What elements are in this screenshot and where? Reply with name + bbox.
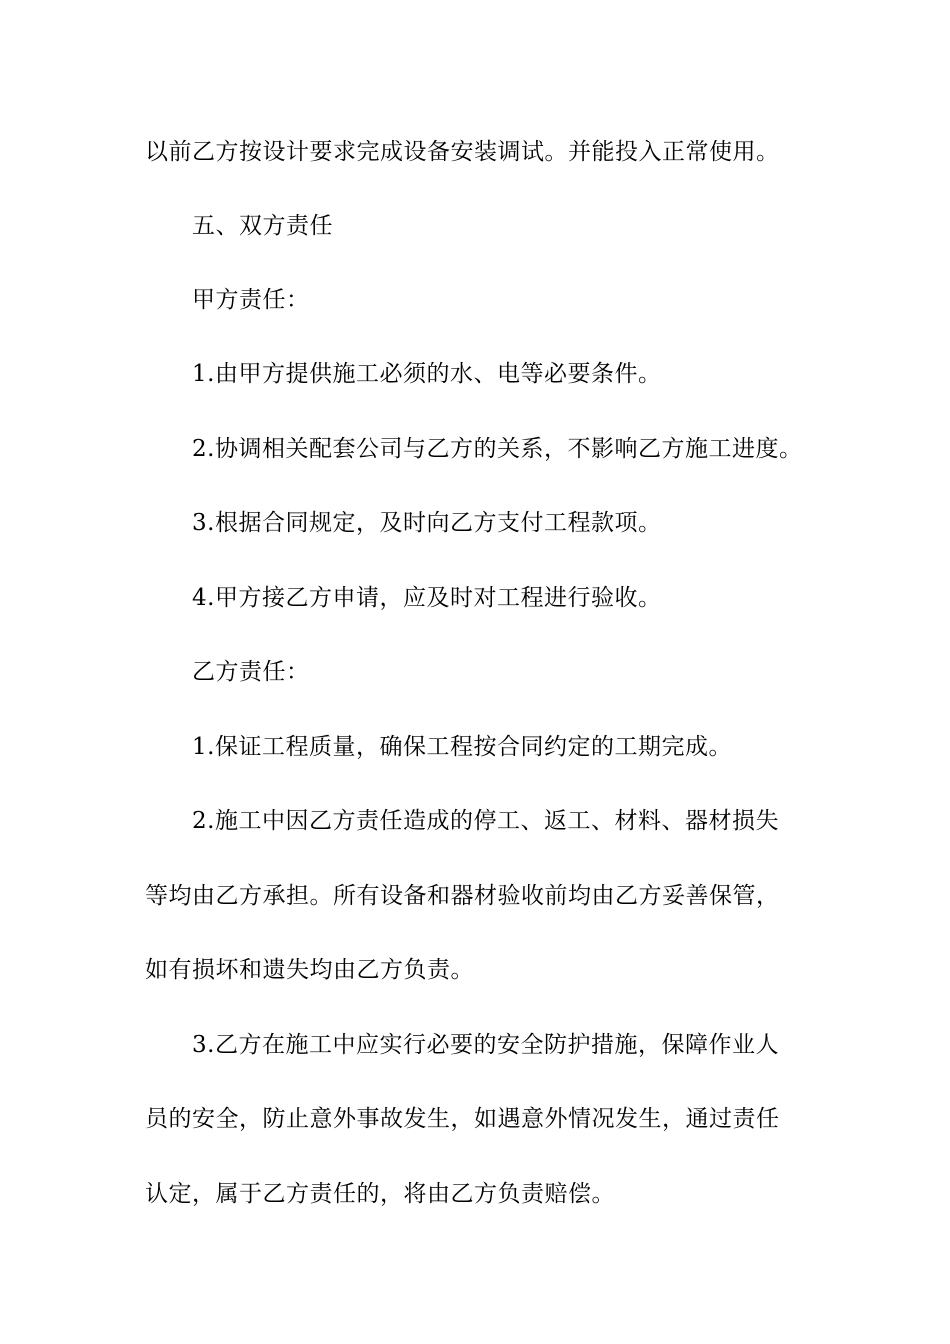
party-a-item-4: 4.甲方接乙方申请，应及时对工程进行验收。: [192, 585, 662, 611]
paragraph-continuation-line: 以前乙方按设计要求完成设备安装调试。并能投入正常使用。: [145, 139, 780, 165]
party-b-item-2-line-1: 2.施工中因乙方责任造成的停工、返工、材料、器材损失: [192, 808, 779, 834]
party-b-item-3-line-3: 认定，属于乙方责任的，将由乙方负责赔偿。: [145, 1181, 615, 1207]
party-b-item-3-line-1: 3.乙方在施工中应实行必要的安全防护措施，保障作业人: [192, 1032, 779, 1058]
section-heading-responsibilities: 五、双方责任: [192, 213, 333, 239]
party-a-item-3: 3.根据合同规定，及时向乙方支付工程款项。: [192, 510, 662, 536]
subheading-party-a: 甲方责任：: [192, 287, 310, 313]
party-b-item-1: 1.保证工程质量，确保工程按合同约定的工期完成。: [192, 734, 732, 760]
party-a-item-2: 2.协调相关配套公司与乙方的关系，不影响乙方施工进度。: [192, 436, 803, 462]
party-b-item-2-line-2: 等均由乙方承担。所有设备和器材验收前均由乙方妥善保管，: [145, 883, 780, 909]
party-b-item-3-line-2: 员的安全，防止意外事故发生，如遇意外情况发生，通过责任: [145, 1106, 780, 1132]
party-a-item-1: 1.由甲方提供施工必须的水、电等必要条件。: [192, 361, 662, 387]
subheading-party-b: 乙方责任：: [192, 659, 310, 685]
party-b-item-2-line-3: 如有损坏和遗失均由乙方负责。: [145, 957, 474, 983]
